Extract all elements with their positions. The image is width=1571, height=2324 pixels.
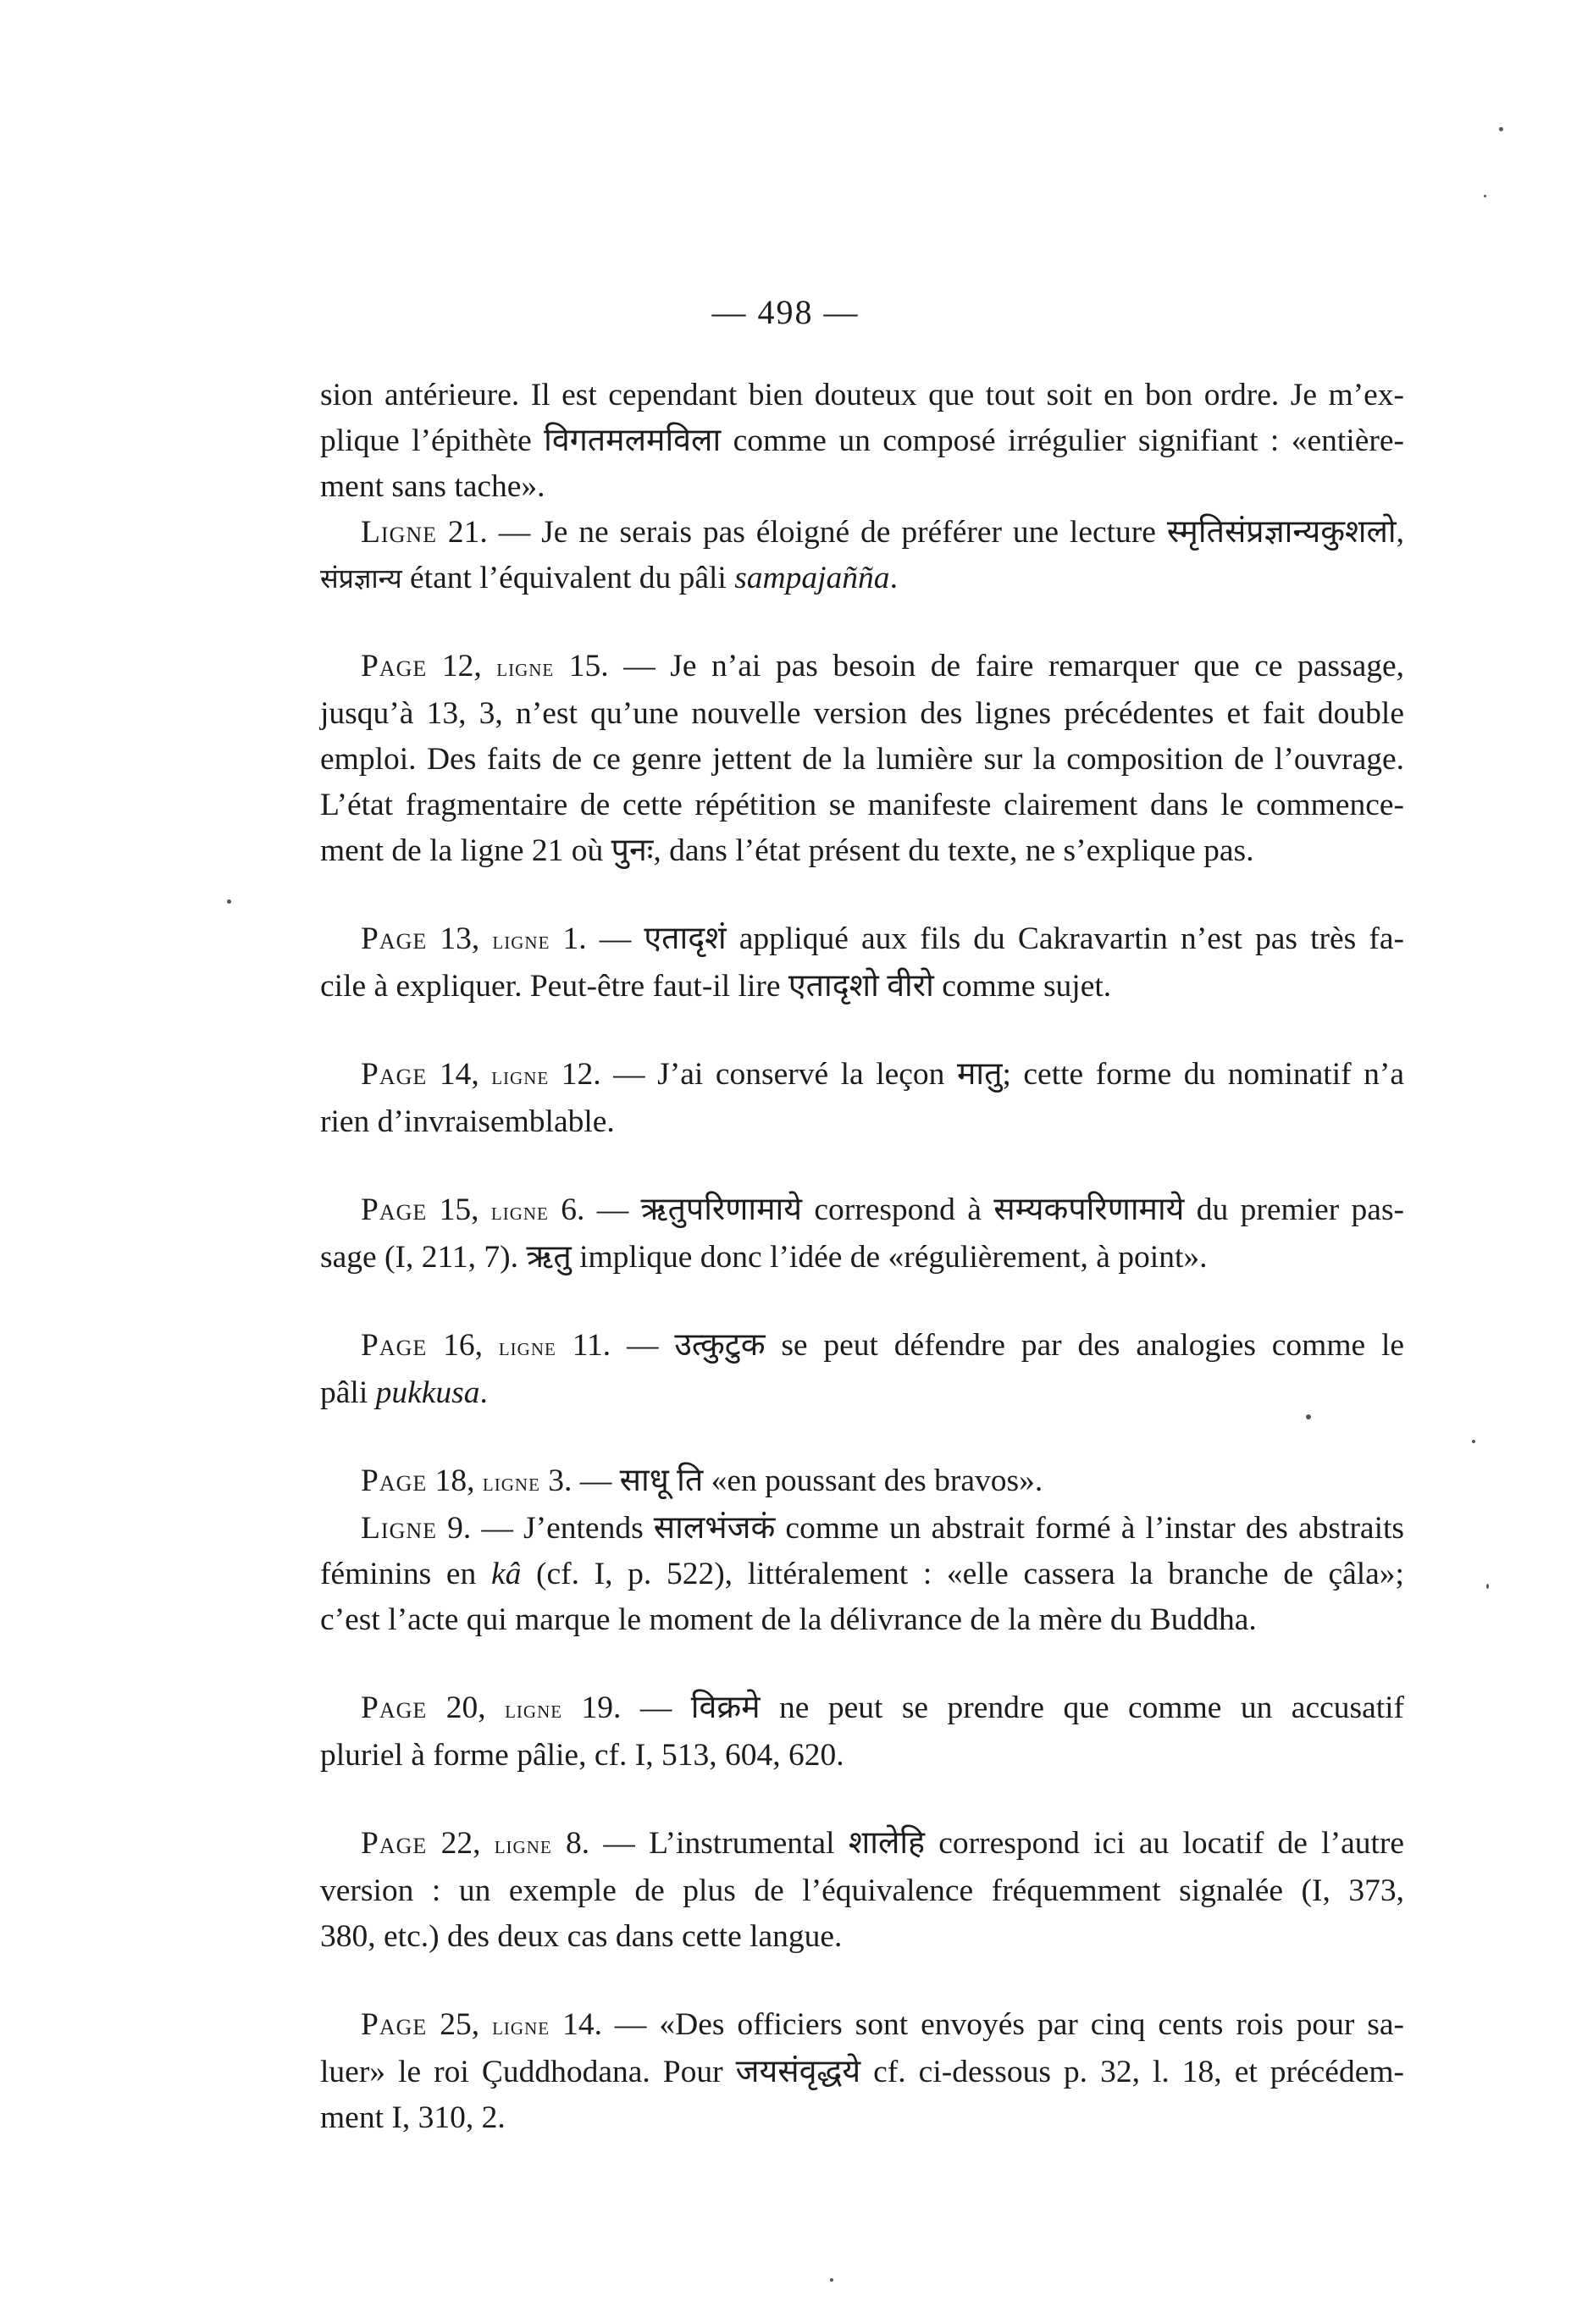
note-text: (cf. I, p. 522), littéralement : «elle cassera la branche de çâla»;	[521, 1557, 1404, 1591]
page-number: — 498 —	[711, 293, 860, 331]
line-reference-label: ligne	[496, 654, 555, 682]
note-ligne-21	[320, 510, 1404, 601]
text-line	[320, 644, 1404, 691]
paragraph-continuation	[320, 373, 1404, 510]
page-reference-number: 20,	[445, 1690, 486, 1725]
line-reference-number: 11.	[572, 1328, 611, 1363]
line-reference-number: 15.	[568, 649, 609, 683]
note-text: — «Des officiers sont envoyés par cinq cents rois pour sa-	[601, 2007, 1404, 2042]
line-reference-number: 6.	[561, 1192, 585, 1227]
line-reference-label: ligne	[482, 1469, 540, 1497]
text-line: plique l’épithète विगतमलमविला comme un composé irrégulier signifiant : «entière-	[320, 423, 1404, 458]
note-text: — साधू ति «en poussant des bravos».	[572, 1464, 1043, 1498]
note-text: — Je n’ai pas besoin de faire remarquer que ce passage,	[608, 649, 1405, 683]
sanskrit-term: संप्रज्ञान्य	[320, 562, 402, 595]
page-reference-number: 25,	[440, 2007, 480, 2042]
note-text: — ऋतुपरिणामाये correspond à सम्यकपरिणामाये du premier pas-	[584, 1192, 1405, 1227]
line-reference-label: Ligne	[361, 1511, 437, 1546]
note-text: — उत्कुटुक se peut défendre par des analogies comme le	[611, 1328, 1405, 1363]
note-text: féminins en	[320, 1557, 491, 1591]
note-page-16	[320, 1323, 1404, 1416]
text-line	[320, 2002, 1404, 2050]
text-line	[320, 1323, 1404, 1370]
text-line: sion antérieure. Il est cependant bien douteux que tout soit en bon ordre. Je m’ex-	[320, 378, 1404, 412]
line-reference-label: ligne	[498, 1333, 556, 1361]
text-line	[320, 1821, 1404, 1868]
text-line	[320, 1370, 1404, 1416]
line-reference-number: 8.	[565, 1826, 590, 1861]
line-reference-number: 12.	[561, 1057, 601, 1092]
page-reference-number: 15,	[439, 1192, 479, 1227]
note-text: — J’ai conservé la leçon मातु; cette forme du nominatif n’a	[600, 1057, 1405, 1092]
text-line: sage (I, 211, 7). ऋतु implique donc l’idée de «régulièrement, à point».	[320, 1240, 1208, 1275]
text-line: ment I, 310, 2.	[320, 2100, 506, 2135]
punctuation: .	[889, 561, 898, 595]
line-reference-label: ligne	[492, 927, 550, 955]
italic-term: kâ	[490, 1557, 522, 1591]
line-reference-label: ligne	[494, 1831, 552, 1859]
page-reference-number: 16,	[443, 1328, 484, 1363]
page-reference-number: 22,	[440, 1826, 481, 1861]
text-line	[320, 1552, 1404, 1597]
text-line	[320, 1685, 1404, 1733]
italic-term: pukkusa	[375, 1375, 480, 1410]
text-line: cile à expliquer. Peut-être faut-il lire एतादृशो वीरो comme sujet.	[320, 969, 1112, 1004]
line-reference-label: ligne	[491, 1062, 550, 1090]
text-line: version : un exemple de plus de l’équivalence fréquemment signalée (I, 373,	[320, 1873, 1404, 1908]
speck	[1472, 1440, 1475, 1443]
speck	[1306, 1414, 1311, 1419]
page-reference-number: 13,	[440, 921, 480, 956]
line-reference-number: 9.	[447, 1511, 472, 1546]
speck	[830, 2278, 833, 2282]
note-text: pâli	[320, 1375, 376, 1410]
speck	[227, 899, 231, 904]
speck	[1499, 127, 1503, 131]
page-reference-label: Page	[361, 1328, 428, 1363]
text-line	[320, 1506, 1404, 1552]
note-ligne-9	[320, 1506, 1404, 1643]
page-reference-label: Page	[361, 1690, 428, 1725]
note-text: — J’entends सालभंजकं comme un abstrait formé à l’instar des abstraits	[471, 1511, 1405, 1546]
page-reference-label: Page	[361, 2007, 428, 2042]
note-page-25	[320, 2002, 1404, 2141]
text-line: jusqu’à 13, 3, n’est qu’une nouvelle version des lignes précédentes et fait double	[320, 696, 1404, 731]
text-line	[320, 1187, 1404, 1235]
page-reference-number: 18,	[434, 1464, 475, 1498]
note-page-20	[320, 1685, 1404, 1779]
text-line: c’est l’acte qui marque le moment de la délivrance de la mère du Buddha.	[320, 1602, 1257, 1637]
line-reference-label: ligne	[492, 2012, 550, 2040]
text-line	[320, 556, 1404, 601]
text-line: emploi. Des faits de ce genre jettent de la lumière sur la composition de l’ouvrage.	[320, 742, 1404, 777]
page-reference-label: Page	[361, 649, 428, 683]
text-line: 380, etc.) des deux cas dans cette langue.	[320, 1919, 843, 1954]
text-line: pluriel à forme pâlie, cf. I, 513, 604, 620.	[320, 1738, 844, 1773]
text-line: ment de la ligne 21 où पुनः, dans l’état présent du texte, ne s’explique pas.	[320, 833, 1254, 868]
text-line	[320, 510, 1404, 556]
note-page-15	[320, 1187, 1404, 1281]
note-text: — L’instrumental शालेहि correspond ici au locatif de l’autre	[589, 1826, 1405, 1861]
line-reference-number: 1.	[562, 921, 587, 956]
line-reference-number: 21.	[447, 515, 488, 550]
note-text: étant l’équivalent du pâli	[401, 561, 735, 595]
text-line: rien d’invraisemblable.	[320, 1104, 615, 1139]
text-line	[320, 916, 1404, 964]
page-reference-label: Page	[361, 921, 428, 956]
line-reference-label: ligne	[505, 1696, 563, 1724]
speck	[1486, 1584, 1489, 1589]
page-reference-label: Page	[361, 1826, 428, 1861]
commentary-text	[320, 373, 1404, 2141]
page-reference-label: Page	[361, 1192, 428, 1227]
note-text: — Je ne serais pas éloigné de préférer une lecture स्मृतिसंप्रज्ञान्यकुशलो,	[487, 515, 1405, 550]
line-reference-number: 14.	[562, 2007, 602, 2042]
note-page-13	[320, 916, 1404, 1010]
line-reference-number: 19.	[581, 1690, 622, 1725]
page-reference-label: Page	[361, 1464, 428, 1498]
note-text: — एतादृशं appliqué aux fils du Cakravartin n’est pas très fa-	[586, 921, 1405, 956]
text-line: L’état fragmentaire de cette répétition se manifeste clairement dans le commence-	[320, 788, 1404, 822]
speck	[1484, 195, 1486, 197]
text-line	[320, 1052, 1404, 1099]
note-page-14	[320, 1052, 1404, 1145]
page-reference-number: 14,	[439, 1057, 479, 1092]
note-page-22	[320, 1821, 1404, 1960]
note-page-12	[320, 644, 1404, 874]
line-reference-number: 3.	[548, 1464, 573, 1498]
punctuation: .	[479, 1375, 488, 1410]
line-reference-label: Ligne	[361, 515, 437, 550]
note-text: — विक्रमे ne peut se prendre que comme un accusatif	[621, 1690, 1405, 1725]
text-line: luer» le roi Çuddhodana. Pour जयसंवृद्धये cf. ci-dessous p. 32, l. 18, et précédem-	[320, 2055, 1404, 2089]
line-reference-label: ligne	[490, 1198, 549, 1226]
italic-term: sampajañña	[734, 561, 890, 595]
page-reference-label: Page	[361, 1057, 428, 1092]
page-reference-number: 12,	[441, 649, 482, 683]
text-line: ment sans tache».	[320, 469, 545, 504]
note-page-18	[320, 1458, 1404, 1506]
text-line	[320, 1458, 1404, 1506]
